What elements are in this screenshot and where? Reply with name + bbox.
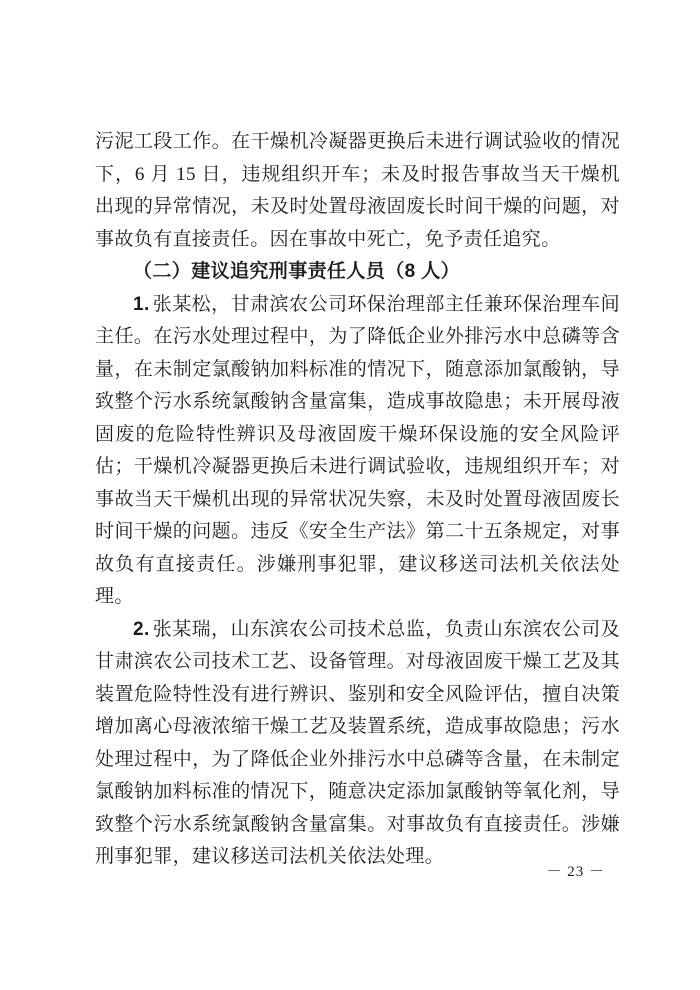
section-heading: （二）建议追究刑事责任人员（8 人） — [133, 261, 461, 282]
item-1-number: 1. — [133, 293, 150, 315]
item-2-number: 2. — [133, 618, 150, 640]
document-body — [95, 126, 620, 874]
paragraph-continuation: 污泥工段工作。在干燥机冷凝器更换后未进行调试验收的情况下，6 月 15 日，违规组织开车；未及时报告事故当天干燥机出现的异常情况，未及时处置母液固废长时间干燥的问题，对事故负有直接责任。因在事故中死亡，免予责任追究。 — [95, 131, 620, 250]
item-2-text: 张某瑞，山东滨农公司技术总监，负责山东滨农公司及甘肃滨农公司技术工艺、设备管理。对母液固废干燥工艺及其装置危险特性没有进行辨识、鉴别和安全风险评估，擅自决策增加离心母液浓缩干燥工艺及装置系统，造成事故隐患；污水处理过程中，为了降低企业外排污水中总磷等含量，在未制定氯酸钠加料标准的情况下，随意决定添加氯酸钠等氧化剂，导致整个污水系统氯酸钠含量富集。对事故负有直接责任。涉嫌刑事犯罪，建议移送司法机关依法处理。 — [95, 618, 620, 867]
paragraph-item-2 — [95, 614, 620, 874]
paragraph-item-1 — [95, 289, 620, 614]
page-number: － 23 － — [546, 864, 605, 880]
item-1-text: 张某松，甘肃滨农公司环保治理部主任兼环保治理车间主任。在污水处理过程中，为了降低企业外排污水中总磷等含量，在未制定氯酸钠加料标准的情况下，随意添加氯酸钠，导致整个污水系统氯酸钠含量富集，造成事故隐患；未开展母液固废的危险特性辨识及母液固废干燥环保设施的安全风险评估；干燥机冷凝器更换后未进行调试验收，违规组织开车；对事故当天干燥机出现的异常状况失察，未及时处置母液固废长时间干燥的问题。违反《安全生产法》第二十五条规定，对事故负有直接责任。涉嫌刑事犯罪，建议移送司法机关依法处理。 — [95, 293, 620, 607]
